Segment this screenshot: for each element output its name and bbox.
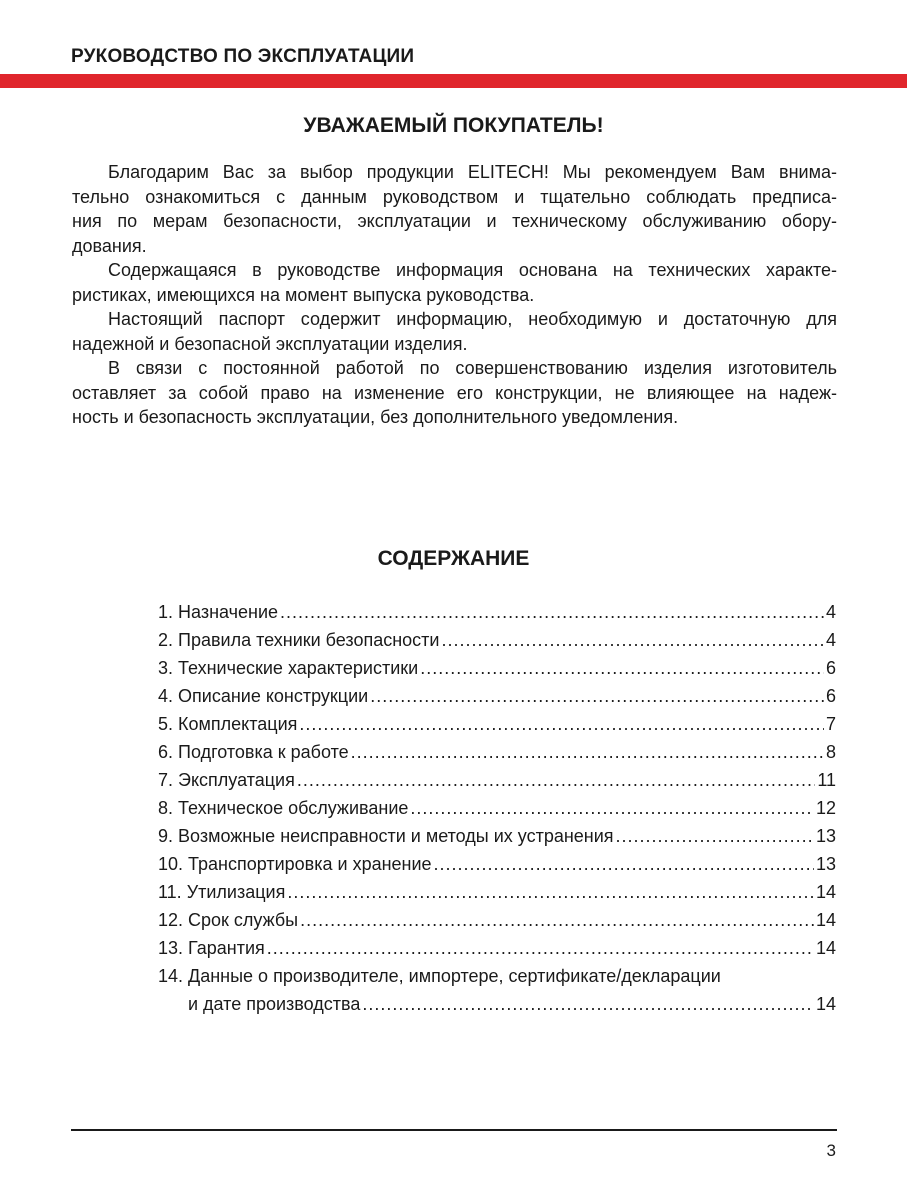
toc-leader-dots — [297, 766, 815, 794]
toc-entry[interactable] — [158, 906, 836, 934]
toc-leader-dots — [267, 934, 814, 962]
toc-entry-label: 14. Данные о производителе, импортере, сертификате/декларации — [158, 966, 721, 986]
toc-entry-label: и дате производства — [188, 994, 361, 1014]
intro-line: Содержащаяся в руководстве информация основана на технических характе- — [108, 260, 837, 280]
toc-entry-page: 6 — [825, 686, 836, 706]
toc-entry-page: 4 — [825, 602, 836, 622]
intro-line: ристиках, имеющихся на момент выпуска руководства. — [72, 284, 535, 305]
toc-entry-page: 14 — [815, 882, 836, 902]
toc-entry-page: 8 — [825, 742, 836, 762]
page-number: 3 — [826, 1141, 836, 1160]
header-accent-bar — [0, 74, 907, 88]
toc-leader-dots — [351, 738, 824, 766]
intro-line: В связи с постоянной работой по совершенствованию изделия изготовитель — [108, 358, 837, 378]
toc-entry-label: 9. Возможные неисправности и методы их устранения — [158, 826, 614, 846]
intro-line: ния по мерам безопасности, эксплуатации и техническому обслуживанию обору- — [72, 211, 837, 231]
toc-entry-label: 12. Срок службы — [158, 910, 299, 930]
toc-entry[interactable] — [158, 654, 836, 682]
toc-entry-page: 12 — [815, 798, 836, 818]
toc-entry-label: 1. Назначение — [158, 602, 279, 622]
intro-line: Настоящий паспорт содержит информацию, необходимую и достаточную для — [108, 309, 837, 329]
toc-entry-label: 8. Техническое обслуживание — [158, 798, 409, 818]
toc-entry-page: 14 — [815, 938, 836, 958]
toc-entry-label: 7. Эксплуатация — [158, 770, 295, 790]
toc-entry[interactable] — [158, 822, 836, 850]
toc-leader-dots — [362, 990, 814, 1018]
toc-heading: СОДЕРЖАНИЕ — [377, 547, 530, 570]
toc-entry-multiline[interactable] — [158, 962, 836, 990]
toc-leader-dots — [299, 710, 824, 738]
toc-leader-dots — [300, 906, 814, 934]
greeting-heading: УВАЖАЕМЫЙ ПОКУПАТЕЛЬ! — [303, 114, 604, 137]
toc-entry[interactable] — [158, 710, 836, 738]
intro-line: надежной и безопасной эксплуатации изделия. — [72, 333, 468, 354]
toc-leader-dots — [441, 626, 824, 654]
toc-entry-label: 13. Гарантия — [158, 938, 265, 958]
table-of-contents — [158, 598, 836, 1018]
toc-entry-page: 14 — [815, 994, 836, 1014]
intro-line: ность и безопасность эксплуатации, без дополнительного уведомления. — [72, 407, 679, 427]
toc-entry-label: 6. Подготовка к работе — [158, 742, 349, 762]
toc-entry-label: 5. Комплектация — [158, 714, 298, 734]
toc-entry-page: 13 — [815, 854, 836, 874]
toc-leader-dots — [410, 794, 814, 822]
toc-entry[interactable] — [158, 626, 836, 654]
toc-entry-page: 7 — [825, 714, 836, 734]
toc-entry-label: 2. Правила техники безопасности — [158, 630, 440, 650]
intro-line: тельно ознакомиться с данным руководством и тщательно соблюдать предписа- — [72, 186, 837, 207]
toc-entry[interactable] — [158, 934, 836, 962]
toc-entry-page: 4 — [825, 630, 836, 650]
toc-entry[interactable] — [158, 794, 836, 822]
toc-entry-label: 11. Утилизация — [158, 882, 286, 902]
toc-leader-dots — [434, 850, 814, 878]
toc-entry-label: 10. Транспортировка и хранение — [158, 854, 432, 874]
toc-entry-page: 13 — [815, 826, 836, 846]
toc-leader-dots — [280, 598, 824, 626]
toc-entry[interactable] — [158, 766, 836, 794]
toc-entry-page: 11 — [817, 770, 836, 790]
toc-entry[interactable] — [158, 878, 836, 906]
intro-text — [72, 160, 837, 430]
toc-entry-continuation[interactable] — [158, 990, 836, 1018]
toc-entry[interactable] — [158, 682, 836, 710]
toc-entry-label: 3. Технические характеристики — [158, 658, 419, 678]
toc-entry[interactable] — [158, 738, 836, 766]
toc-leader-dots — [287, 878, 814, 906]
toc-entry[interactable] — [158, 850, 836, 878]
toc-entry-page: 6 — [825, 658, 836, 678]
toc-entry[interactable] — [158, 598, 836, 626]
document-header-title: РУКОВОДСТВО ПО ЭКСПЛУАТАЦИИ — [71, 46, 415, 67]
footer-divider — [71, 1129, 837, 1131]
intro-line: Благодарим Вас за выбор продукции ELITECH! Мы рекомендуем Вам внима- — [108, 162, 837, 182]
intro-line: дования. — [72, 235, 147, 256]
toc-leader-dots — [370, 682, 824, 710]
toc-leader-dots — [420, 654, 824, 682]
toc-leader-dots — [616, 822, 814, 850]
toc-entry-page: 14 — [815, 910, 836, 930]
toc-entry-label: 4. Описание конструкции — [158, 686, 369, 706]
intro-line: оставляет за собой право на изменение его конструкции, не влияющее на надеж- — [72, 382, 837, 403]
